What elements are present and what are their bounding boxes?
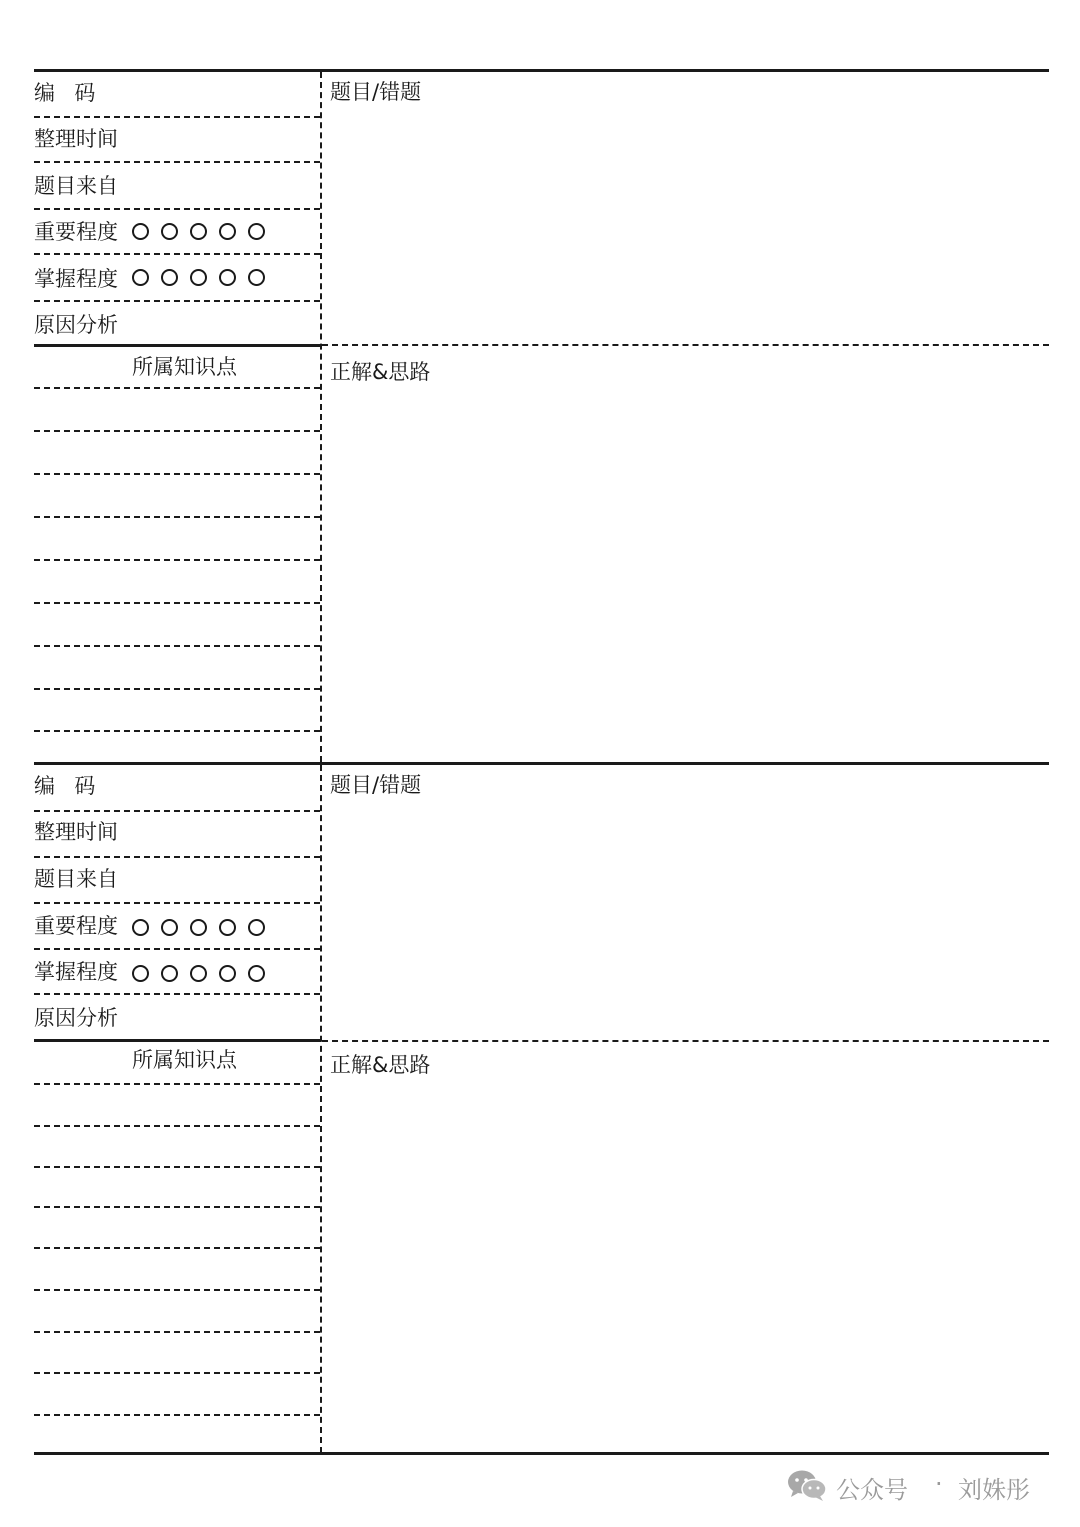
writing-line[interactable] — [34, 1331, 320, 1333]
rating-circle-5[interactable] — [248, 965, 265, 982]
rating-circle-2[interactable] — [161, 269, 178, 286]
mastery-label: 掌握程度 — [34, 960, 118, 984]
wechat-icon — [786, 1468, 828, 1502]
reason-analysis-label: 原因分析 — [34, 313, 118, 337]
section-rule — [34, 1039, 321, 1042]
rating-circle-3[interactable] — [190, 223, 207, 240]
rating-circle-4[interactable] — [219, 919, 236, 936]
row-divider — [34, 208, 320, 210]
row-divider — [34, 161, 320, 163]
writing-line[interactable] — [34, 645, 320, 647]
writing-line[interactable] — [34, 1083, 320, 1085]
writing-line[interactable] — [34, 1289, 320, 1291]
importance-label: 重要程度 — [34, 220, 118, 244]
rating-circle-4[interactable] — [219, 965, 236, 982]
rating-circle-1[interactable] — [132, 269, 149, 286]
rating-circle-2[interactable] — [161, 919, 178, 936]
question-answer-divider — [322, 1040, 1049, 1042]
writing-line[interactable] — [34, 387, 320, 389]
question-source-label: 题目来自 — [34, 867, 118, 891]
writing-line[interactable] — [34, 688, 320, 690]
sheet-top-rule — [34, 762, 1049, 765]
writing-line[interactable] — [34, 1247, 320, 1249]
rating-circle-2[interactable] — [161, 223, 178, 240]
rating-circle-3[interactable] — [190, 269, 207, 286]
importance-label: 重要程度 — [34, 914, 118, 938]
knowledge-points-title: 所属知识点 — [132, 1048, 237, 1072]
writing-line[interactable] — [34, 430, 320, 432]
writing-line[interactable] — [34, 516, 320, 518]
row-divider — [34, 856, 320, 858]
writing-line[interactable] — [34, 1414, 320, 1416]
writing-line[interactable] — [34, 602, 320, 604]
row-divider — [34, 993, 320, 995]
column-divider — [320, 765, 322, 1453]
rating-circle-3[interactable] — [190, 919, 207, 936]
sheet-top-rule — [34, 69, 1049, 72]
writing-line[interactable] — [34, 1206, 320, 1208]
code-label: 编 码 — [34, 774, 98, 798]
rating-circle-4[interactable] — [219, 269, 236, 286]
writing-line[interactable] — [34, 559, 320, 561]
question-answer-divider — [322, 344, 1049, 346]
mastery-label: 掌握程度 — [34, 267, 118, 291]
question-label: 题目/错题 — [330, 80, 422, 104]
rating-circle-3[interactable] — [190, 965, 207, 982]
writing-line[interactable] — [34, 1125, 320, 1127]
writing-line[interactable] — [34, 1166, 320, 1168]
answer-label: 正解&思路 — [330, 1053, 431, 1077]
row-divider — [34, 300, 320, 302]
writing-line[interactable] — [34, 730, 320, 732]
rating-circle-1[interactable] — [132, 919, 149, 936]
row-divider — [34, 116, 320, 118]
rating-circle-5[interactable] — [248, 269, 265, 286]
question-label: 题目/错题 — [330, 773, 422, 797]
row-divider — [34, 253, 320, 255]
column-divider — [320, 72, 322, 762]
organize-time-label: 整理时间 — [34, 127, 118, 151]
sheet-bottom-rule — [34, 1452, 1049, 1455]
rating-circle-5[interactable] — [248, 919, 265, 936]
rating-circle-1[interactable] — [132, 223, 149, 240]
code-label: 编 码 — [34, 81, 98, 105]
writing-line[interactable] — [34, 1372, 320, 1374]
row-divider — [34, 902, 320, 904]
reason-analysis-label: 原因分析 — [34, 1006, 118, 1030]
answer-label: 正解&思路 — [330, 360, 431, 384]
rating-circle-5[interactable] — [248, 223, 265, 240]
writing-line[interactable] — [34, 473, 320, 475]
rating-circle-4[interactable] — [219, 223, 236, 240]
row-divider — [34, 948, 320, 950]
rating-circle-2[interactable] — [161, 965, 178, 982]
platform-label: 公众号 — [836, 1476, 908, 1504]
rating-circle-1[interactable] — [132, 965, 149, 982]
question-source-label: 题目来自 — [34, 174, 118, 198]
organize-time-label: 整理时间 — [34, 820, 118, 844]
row-divider — [34, 810, 320, 812]
knowledge-points-title: 所属知识点 — [132, 355, 237, 379]
section-rule — [34, 344, 321, 347]
author-name: 刘姝彤 — [958, 1476, 1030, 1504]
footer-separator: · — [935, 1470, 943, 1498]
